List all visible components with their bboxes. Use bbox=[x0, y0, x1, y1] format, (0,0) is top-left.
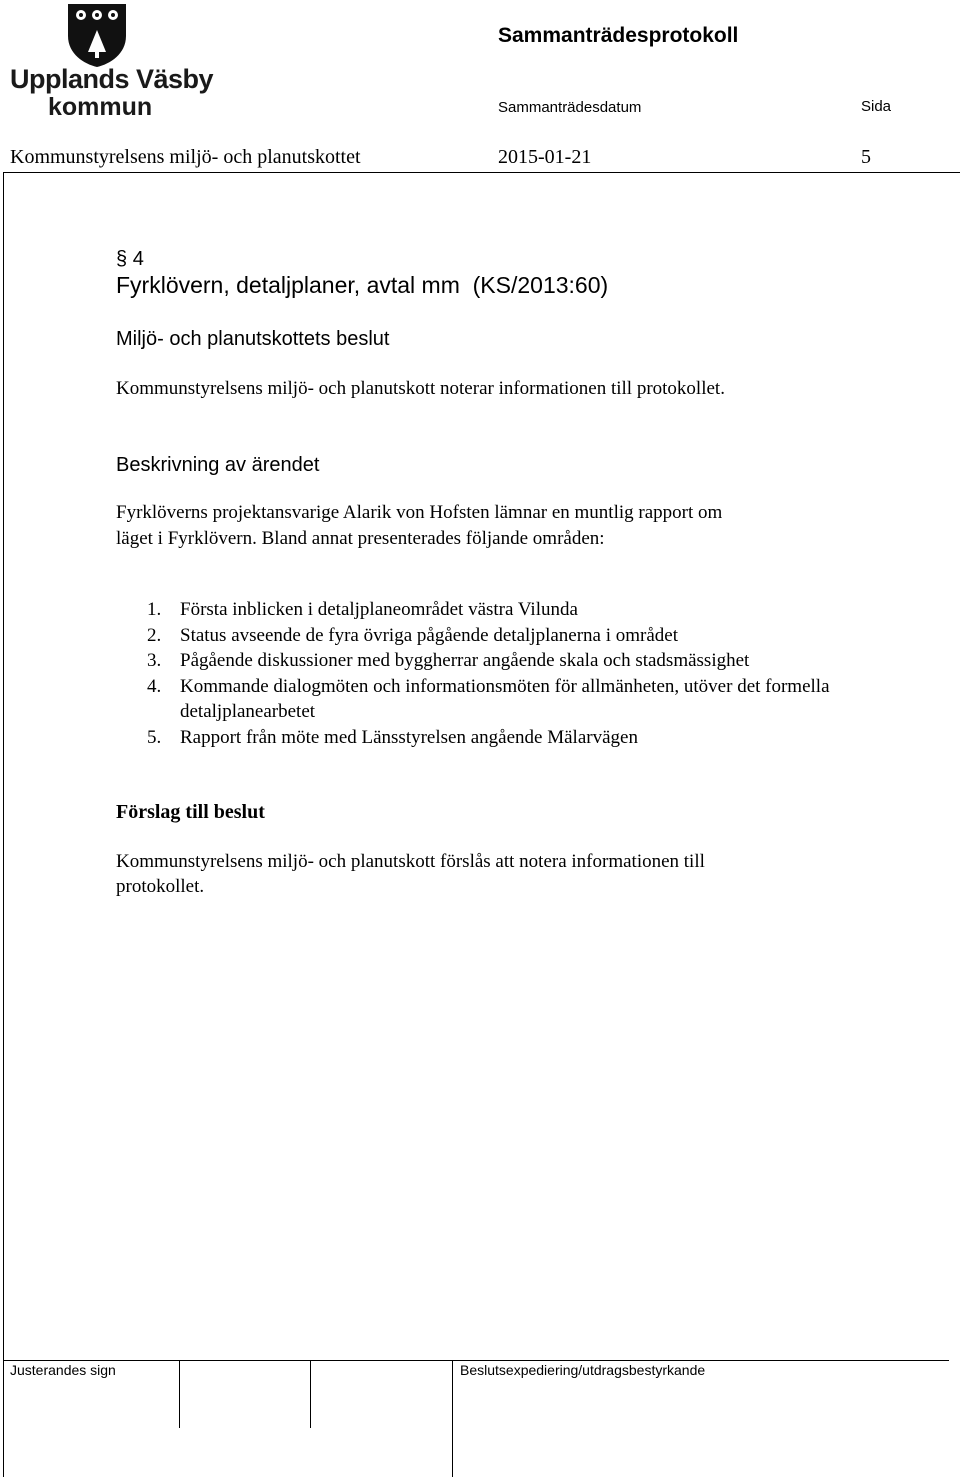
logo-municipality-name: Upplands Väsby bbox=[10, 64, 214, 94]
document-title: Sammanträdesprotokoll bbox=[498, 24, 739, 47]
signature-box-divider bbox=[310, 1360, 311, 1428]
page-label: Sida bbox=[861, 98, 892, 115]
topics-list bbox=[147, 597, 870, 750]
description-heading: Beskrivning av ärendet bbox=[116, 454, 320, 476]
proposal-heading: Förslag till beslut bbox=[116, 801, 265, 823]
list-item: 2. Status avseende de fyra övriga pågående detaljplanerna i området bbox=[147, 624, 679, 646]
committee-name: Kommunstyrelsens miljö- och planutskottet bbox=[10, 146, 361, 168]
meeting-date-label: Sammanträdesdatum bbox=[498, 99, 642, 116]
left-margin-line bbox=[3, 172, 4, 1477]
municipality-coat-of-arms-icon bbox=[66, 2, 128, 68]
decision-text: Kommunstyrelsens miljö- och planutskott noterar informationen till protokollet. bbox=[116, 378, 725, 399]
footer-divider bbox=[3, 1360, 949, 1361]
logo-municipality-suffix: kommun bbox=[48, 93, 153, 121]
proposal-line-2: protokollet. bbox=[116, 876, 205, 897]
decision-heading: Miljö- och planutskottets beslut bbox=[116, 328, 390, 350]
signature-box-divider bbox=[179, 1360, 180, 1428]
description-line-2: läget i Fyrklövern. Bland annat presenterades följande områden: bbox=[116, 528, 605, 549]
meeting-date: 2015-01-21 bbox=[498, 146, 592, 168]
list-item: 1. Första inblicken i detaljplaneområdet västra Vilunda bbox=[147, 599, 578, 620]
proposal-line-1: Kommunstyrelsens miljö- och planutskott förslås att notera informationen till bbox=[116, 851, 705, 872]
list-item: 5. Rapport från möte med Länsstyrelsen angående Mälarvägen bbox=[147, 726, 638, 748]
paragraph-number: § 4 bbox=[116, 248, 144, 270]
list-item: 4. Kommande dialogmöten och informationsmöten för allmänheten, utöver det formella detaljplanearbetet bbox=[147, 675, 830, 722]
signature-box-divider bbox=[452, 1360, 453, 1477]
header-divider bbox=[3, 172, 960, 173]
page-number: 5 bbox=[861, 146, 871, 168]
item-title: Fyrklövern, detaljplaner, avtal mm (KS/2013:60) bbox=[116, 272, 609, 298]
section-sign-icon: § bbox=[116, 248, 128, 270]
description-line-1: Fyrklöverns projektansvarige Alarik von Hofsten lämnar en muntlig rapport om bbox=[116, 502, 723, 523]
list-item: 3. Pågående diskussioner med byggherrar angående skala och stadsmässighet bbox=[147, 650, 750, 671]
signer-label: Justerandes sign bbox=[10, 1362, 116, 1378]
expedition-label: Beslutsexpediering/utdragsbestyrkande bbox=[460, 1362, 706, 1378]
